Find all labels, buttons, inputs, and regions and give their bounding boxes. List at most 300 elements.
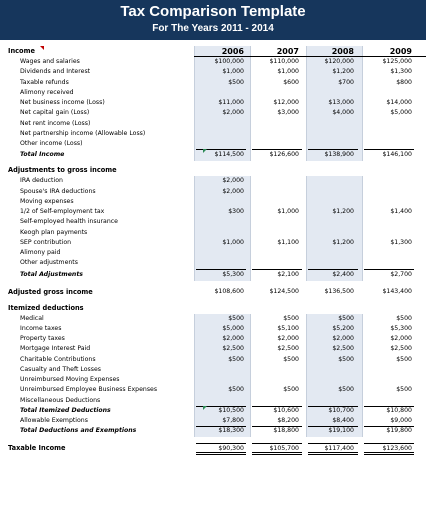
grid-line [306,426,307,436]
value-cell[interactable] [308,258,354,268]
value-cell[interactable]: $105,700 [269,444,299,452]
grid-line [194,238,195,248]
table-row[interactable] [0,269,426,281]
value-cell[interactable]: 2008 [331,47,354,56]
value-cell[interactable]: $123,600 [382,444,412,452]
value-cell[interactable]: $2,000 [222,109,244,117]
value-cell[interactable]: $19,800 [386,427,412,435]
value-cell[interactable] [366,176,412,186]
grid-line [306,217,307,227]
table-row[interactable] [0,365,426,375]
grid-line [362,207,363,217]
value-cell[interactable]: $500 [283,314,299,322]
grid-line [362,88,363,98]
grid-line [250,344,251,354]
grid-line [194,57,195,67]
grid-line [250,324,251,334]
grid-line [250,98,251,108]
row-label: Itemized deductions [8,303,84,312]
total-underline [364,149,414,150]
value-cell[interactable]: $1,000 [222,68,244,76]
value-cell[interactable]: $2,100 [277,270,299,278]
grid-line [306,129,307,139]
value-cell[interactable]: $8,200 [277,417,299,424]
value-cell[interactable] [198,129,244,139]
value-cell[interactable]: $500 [228,78,244,86]
value-cell[interactable]: $11,000 [218,99,244,106]
value-cell[interactable]: $1,000 [222,238,244,246]
value-cell[interactable]: $4,000 [332,109,354,117]
value-cell[interactable]: $126,600 [269,151,299,159]
total-underline [364,406,414,407]
grid-line [250,416,251,426]
row-label: Self-employed health insurance [20,218,118,226]
table-row[interactable] [0,238,426,248]
value-cell[interactable]: $700 [338,78,354,86]
grid-line [362,108,363,118]
grid-line [250,78,251,88]
grid-line [362,98,363,108]
value-cell[interactable]: $1,200 [332,208,354,215]
table-row[interactable] [0,108,426,118]
grid-line [250,396,251,406]
value-cell[interactable] [308,176,354,186]
value-cell[interactable] [366,396,412,406]
value-cell[interactable]: $1,000 [277,68,299,76]
value-cell[interactable] [253,197,299,207]
grid-line [194,187,195,197]
grid-line [250,365,251,375]
grid-line [194,406,195,416]
value-cell[interactable]: $2,500 [222,345,244,353]
value-cell[interactable] [366,187,412,197]
grid-line [362,78,363,88]
value-cell[interactable]: $500 [396,386,412,394]
sheet-subtitle: For The Years 2011 - 2014 [152,23,274,34]
table-row[interactable] [0,416,426,426]
value-cell[interactable] [308,248,354,258]
value-cell[interactable]: $100,000 [214,58,244,65]
table-row[interactable] [0,355,426,365]
row-label: Total Deductions and Exemptions [20,427,137,435]
value-cell[interactable]: $2,000 [390,335,412,342]
value-cell[interactable]: $13,000 [328,99,354,106]
value-cell[interactable] [366,375,412,385]
table-row[interactable] [0,176,426,186]
value-cell[interactable] [253,365,299,375]
value-cell[interactable]: $18,300 [218,427,244,435]
grid-line [306,139,307,149]
value-cell[interactable]: $110,000 [269,58,299,65]
grid-line [362,396,363,406]
grid-line [306,119,307,129]
value-cell[interactable]: $2,000 [277,335,299,342]
table-row[interactable] [0,426,426,436]
table-row[interactable] [0,67,426,77]
grid-line [250,426,251,436]
row-label: Other income (Loss) [20,140,83,147]
grid-line [306,207,307,217]
value-cell[interactable]: $108,600 [214,287,244,295]
grid-line [250,258,251,268]
value-cell[interactable] [198,139,244,149]
value-cell[interactable] [366,248,412,258]
value-cell[interactable]: $5,300 [222,270,244,278]
grid-line [362,176,363,186]
total-underline [308,443,358,444]
value-cell[interactable] [198,365,244,375]
total-underline [308,149,358,150]
value-cell[interactable] [366,139,412,149]
grid-line [194,228,195,238]
row-label: SEP contribution [20,238,72,246]
grid-line [250,119,251,129]
value-cell[interactable] [253,396,299,406]
comment-indicator [40,46,44,50]
value-cell[interactable]: $5,000 [390,109,412,117]
grid-line [362,217,363,227]
value-cell[interactable]: $1,100 [277,238,299,246]
value-cell[interactable]: $3,000 [277,109,299,117]
value-cell[interactable] [253,139,299,149]
value-cell[interactable] [253,248,299,258]
value-cell[interactable]: $146,100 [382,151,412,159]
grid-line [362,269,363,281]
grid-line [194,139,195,149]
value-cell[interactable] [308,129,354,139]
grid-line [306,314,307,324]
total-underline [308,426,358,427]
value-cell[interactable] [308,187,354,197]
value-cell[interactable] [308,396,354,406]
value-cell[interactable] [253,187,299,197]
row-label: Unreimbursed Moving Expenses [20,376,120,383]
table-row[interactable] [0,217,426,227]
table-row[interactable] [0,129,426,139]
value-cell[interactable] [366,197,412,207]
value-cell[interactable]: $143,400 [382,287,412,295]
grid-line [362,365,363,375]
row-label: Alimony received [20,88,74,96]
table-row[interactable] [0,207,426,217]
title-banner [0,0,426,40]
row-label: Medical [20,314,44,322]
total-underline [252,269,302,270]
table-row[interactable] [0,165,426,176]
value-cell[interactable] [366,258,412,268]
table-row[interactable] [0,57,426,67]
value-cell[interactable]: $125,000 [382,58,412,65]
row-label: Taxable refunds [20,78,69,86]
table-row[interactable] [0,286,426,298]
row-label: Net capital gain (Loss) [20,109,90,117]
value-cell[interactable]: $800 [396,78,412,86]
grid-line [362,355,363,365]
value-cell[interactable]: $117,400 [324,444,354,452]
value-cell[interactable]: $2,400 [332,270,354,278]
grid-line [306,334,307,344]
row-label: Adjusted gross income [8,287,93,296]
grid-line [194,248,195,258]
table-row[interactable] [0,228,426,238]
value-cell[interactable]: $10,500 [218,406,244,414]
value-cell[interactable] [308,217,354,227]
value-cell[interactable]: $138,900 [324,151,354,159]
grid-line [306,396,307,406]
value-cell[interactable]: $18,800 [273,427,299,435]
value-cell[interactable]: $7,800 [222,417,244,424]
value-cell[interactable]: 2009 [389,47,412,56]
row-label: Total Itemized Deductions [20,406,111,414]
grid-line [250,314,251,324]
table-row[interactable] [0,344,426,354]
grid-line [194,416,195,426]
table-row[interactable] [0,78,426,88]
value-cell[interactable]: 2007 [276,47,299,56]
value-cell[interactable]: $120,000 [324,58,354,65]
value-cell[interactable]: $5,200 [332,324,354,332]
value-cell[interactable] [366,228,412,238]
grid-line [306,228,307,238]
table-row[interactable] [0,149,426,161]
value-cell[interactable]: $12,000 [273,99,299,106]
value-cell[interactable] [198,197,244,207]
table-row[interactable] [0,119,426,129]
grid-line [250,406,251,416]
value-cell[interactable]: $8,400 [332,417,354,424]
grid-line [250,139,251,149]
table-row[interactable] [0,385,426,395]
grid-line [194,355,195,365]
grid-line [306,324,307,334]
value-cell[interactable]: $500 [396,314,412,322]
total-underline [196,426,246,427]
row-label: Charitable Contributions [20,355,96,363]
value-cell[interactable] [253,88,299,98]
value-cell[interactable] [366,217,412,227]
table-row[interactable] [0,139,426,149]
value-cell[interactable]: $500 [338,386,354,394]
value-cell[interactable] [366,365,412,375]
table-row[interactable] [0,197,426,207]
grid-line [306,406,307,416]
grid-line [362,416,363,426]
value-cell[interactable] [198,248,244,258]
grid-line [362,129,363,139]
value-cell[interactable] [366,129,412,139]
row-label: Property taxes [20,335,65,342]
grid-line [194,67,195,77]
grid-line [306,248,307,258]
value-cell[interactable]: $500 [228,386,244,394]
value-cell[interactable]: $500 [338,355,354,363]
grid-line [250,238,251,248]
value-cell[interactable]: $5,000 [222,324,244,332]
value-cell[interactable] [308,119,354,129]
value-cell[interactable]: $1,200 [332,238,354,246]
value-cell[interactable]: $136,500 [324,287,354,295]
grid-line [194,344,195,354]
total-underline [308,406,358,407]
grid-line [194,129,195,139]
grid-line [362,426,363,436]
value-cell[interactable] [253,217,299,227]
value-cell[interactable]: $500 [228,314,244,322]
table-row[interactable] [0,98,426,108]
grid-line [362,344,363,354]
grid-line [250,248,251,258]
grid-line [194,176,195,186]
table-row[interactable] [0,375,426,385]
value-cell[interactable]: $500 [338,314,354,322]
grid-line [306,78,307,88]
row-label: Casualty and Theft Losses [20,365,102,373]
grand-total-underline [196,452,246,455]
value-cell[interactable]: $1,200 [332,68,354,76]
value-cell[interactable] [253,375,299,385]
row-label: Net partnership income (Allowable Loss) [20,129,146,137]
value-cell[interactable]: $2,000 [332,335,354,342]
grid-line [306,88,307,98]
table-row[interactable] [0,303,426,314]
value-cell[interactable] [198,258,244,268]
value-cell[interactable]: $19,100 [328,427,354,435]
value-cell[interactable] [308,197,354,207]
table-row[interactable] [0,324,426,334]
value-cell[interactable]: $1,400 [390,208,412,215]
row-label: Moving expenses [20,197,74,205]
total-underline [196,269,246,270]
value-cell[interactable]: $2,500 [332,345,354,353]
grid-line [306,57,307,67]
value-cell[interactable] [366,88,412,98]
grid-line [306,258,307,268]
table-row[interactable] [0,334,426,344]
value-cell[interactable] [308,88,354,98]
value-cell[interactable]: $10,700 [328,406,354,414]
grid-line [194,98,195,108]
row-label: Net rent income (Loss) [20,119,91,127]
value-cell[interactable] [198,396,244,406]
value-cell[interactable] [198,375,244,385]
comment-indicator [203,149,207,153]
table-row[interactable] [0,187,426,197]
value-cell[interactable] [308,228,354,238]
row-label: 1/2 of Self-employment tax [20,208,105,215]
value-cell[interactable] [253,258,299,268]
row-label: Total Adjustments [20,270,83,278]
value-cell[interactable]: $2,500 [390,345,412,353]
value-cell[interactable]: $2,000 [222,335,244,342]
value-cell[interactable]: 2006 [221,47,244,56]
grid-line [194,197,195,207]
value-cell[interactable]: $10,600 [273,406,299,414]
value-cell[interactable]: $5,100 [277,324,299,332]
grid-line [194,334,195,344]
value-cell[interactable] [308,365,354,375]
value-cell[interactable]: $1,300 [390,238,412,246]
header-row[interactable] [0,46,426,57]
value-cell[interactable] [308,375,354,385]
value-cell[interactable] [253,119,299,129]
value-cell[interactable]: $300 [228,208,244,215]
value-cell[interactable]: $2,000 [222,177,244,185]
grid-line [194,396,195,406]
value-cell[interactable] [198,88,244,98]
value-cell[interactable]: $114,500 [214,151,244,159]
grid-line [306,238,307,248]
value-cell[interactable]: $1,300 [390,68,412,76]
total-underline [252,149,302,150]
value-cell[interactable] [198,119,244,129]
value-cell[interactable]: $90,300 [218,444,244,452]
sheet-title: Tax Comparison Template [120,3,306,20]
grid-line [194,314,195,324]
value-cell[interactable]: $2,000 [222,187,244,195]
value-cell[interactable] [366,119,412,129]
value-cell[interactable]: $500 [396,355,412,363]
value-cell[interactable] [253,228,299,238]
grid-line [250,269,251,281]
row-label: Allowable Exemptions [20,417,88,424]
table-row[interactable] [0,88,426,98]
table-row[interactable] [0,248,426,258]
value-cell[interactable]: $10,800 [386,406,412,414]
value-cell[interactable]: $500 [228,355,244,363]
grid-line [250,176,251,186]
total-underline [252,426,302,427]
grid-line [194,88,195,98]
value-cell[interactable]: $5,300 [390,324,412,332]
row-label: Unreimbursed Employee Business Expenses [20,386,158,394]
table-row[interactable] [0,314,426,324]
total-underline [252,406,302,407]
table-row[interactable] [0,443,426,454]
value-cell[interactable]: $600 [283,78,299,86]
grid-line [362,149,363,161]
value-cell[interactable]: $2,700 [390,270,412,278]
grid-line [250,108,251,118]
grid-line [306,187,307,197]
value-cell[interactable] [253,176,299,186]
row-label: Income [8,47,35,55]
grid-line [362,248,363,258]
grid-line [306,176,307,186]
value-cell[interactable]: $1,000 [277,208,299,215]
total-underline [364,426,414,427]
table-row[interactable] [0,258,426,268]
table-row[interactable] [0,406,426,416]
value-cell[interactable]: $124,500 [269,287,299,295]
value-cell[interactable] [198,217,244,227]
value-cell[interactable] [253,129,299,139]
value-cell[interactable]: $14,000 [386,99,412,106]
value-cell[interactable]: $2,500 [277,345,299,353]
grid-line [362,375,363,385]
value-cell[interactable]: $500 [283,386,299,394]
grid-line [194,149,195,161]
row-label: Mortgage Interest Paid [20,345,91,353]
row-label: Dividends and Interest [20,68,91,76]
grid-line [194,258,195,268]
comment-indicator [203,406,207,410]
value-cell[interactable] [198,228,244,238]
value-cell[interactable]: $9,000 [390,417,412,424]
value-cell[interactable]: $500 [283,355,299,363]
value-cell[interactable] [308,139,354,149]
table-row[interactable] [0,396,426,406]
grid-line [306,344,307,354]
